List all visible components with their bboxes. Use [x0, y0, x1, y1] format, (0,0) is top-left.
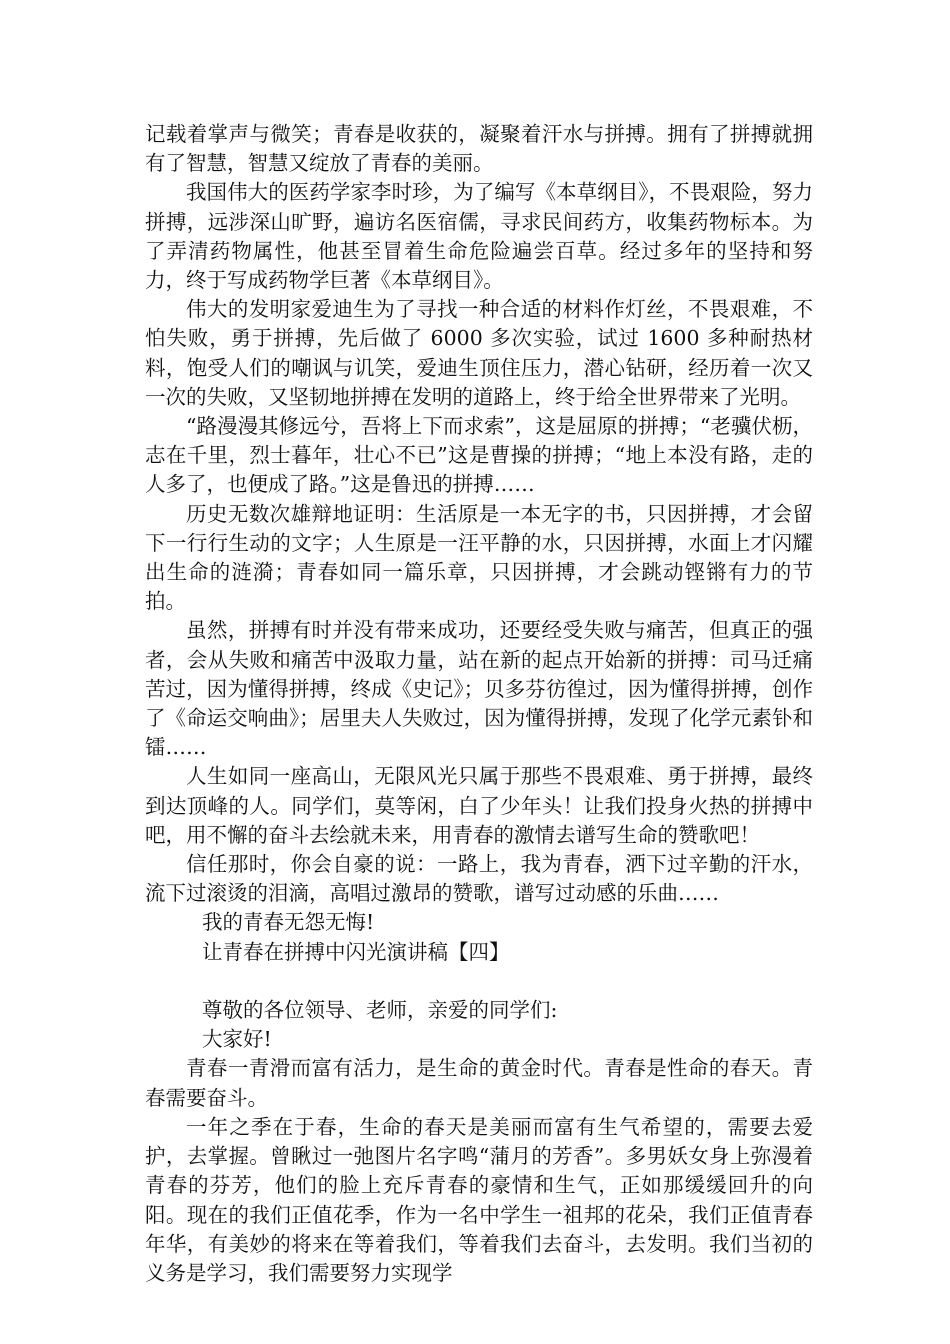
- paragraph-edison: 伟大的发明家爱迪生为了寻找一种合适的材料作灯丝，不畏艰难，不怕失败，勇于拼搏，先后做了 6000 多次实验，试过 1600 多种耐热材料，饱受人们的嘲讽与讥笑，爱迪生顶住压力，潜心钻研，经历着一次又一次的失败，又坚韧地拼搏在发明的道路上，终于给全世界带来了光明。: [145, 297, 813, 409]
- salutation: 尊敬的各位领导、老师，亲爱的同学们:: [202, 998, 558, 1023]
- paragraph-li-shizhen: 我国伟大的医药学家李时珍，为了编写《本草纲目》，不畏艰险，努力拼搏，远涉深山旷野，遍访名医宿儒，寻求民间药方，收集药物标本。为了弄清药物属性，他甚至冒着生命危险遍尝百草。经过多年的坚持和努力，终于写成药物学巨著《本草纲目》。: [145, 180, 813, 293]
- paragraph-quotes: “路漫漫其修远兮，吾将上下而求索”，这是屈原的拼搏；“老骥伏枥，志在千里，烈士暮年，壮心不已”这是曹操的拼搏；“地上本没有路，走的人多了，也便成了路。”这是鲁迅的拼搏……: [145, 414, 813, 497]
- section-heading: 让青春在拼搏中闪光演讲稿【四】: [202, 939, 510, 964]
- document-page: [145, 120, 813, 1288]
- paragraph-strong-ones: 虽然，拼搏有时并没有带来成功，还要经受失败与痛苦，但真正的强者，会从失败和痛苦中汲取力量，站在新的起点开始新的拼搏：司马迁痛苦过，因为懂得拼搏，终成《史记》；贝多芬彷徨过，因为懂得拼搏，创作了《命运交响曲》；居里夫人失败过，因为懂得拼搏，发现了化学元素钋和镭……: [145, 618, 813, 760]
- paragraph-continued: 记载着掌声与微笑；青春是收获的，凝聚着汗水与拼搏。拥有了拼搏就拥有了智慧，智慧又绽放了青春的美丽。: [145, 122, 813, 176]
- paragraph-history: 历史无数次雄辩地证明：生活原是一本无字的书，只因拼搏，才会留下一行行生动的文字；人生原是一汪平静的水，只因拼搏，水面上才闪耀出生命的涟漪；青春如同一篇乐章，只因拼搏，才会跳动铿锵有力的节拍。: [145, 501, 813, 614]
- paragraph-spring: 一年之季在于春，生命的春天是美丽而富有生气希望的，需要去爱护，去掌握。曾瞅过一弛图片名字鸣“蒲月的芳香”。多男妖女身上弥漫着青春的芬芳，他们的脸上充斥青春的豪情和生气，正如那缓缓回升的向阳。现在的我们正值花季，作为一名中学生一祖邦的花朵，我们正值青春年华，有美妙的将来在等着我们，等着我们去奋斗，去发明。我们当初的义务是学习，我们需要努力实现学: [145, 1114, 813, 1285]
- paragraph-youth: 青春一青滑而富有活力，是生命的黄金时代。青春是性命的春天。青春需要奋斗。: [145, 1056, 813, 1110]
- paragraph-mountain: 人生如同一座高山，无限风光只属于那些不畏艰难、勇于拼搏，最终到达顶峰的人。同学们，莫等闲，白了少年头！让我们投身火热的拼搏中吧，用不懈的奋斗去绘就未来，用青春的激情去谱写生命的赞歌吧！: [145, 764, 813, 847]
- blank-line: [145, 967, 813, 996]
- paragraph-pride: 信任那时，你会自豪的说：一路上，我为青春，洒下过辛勤的汗水，流下过滚烫的泪滴，高唱过激昂的赞歌，谱写过动感的乐曲……: [145, 852, 813, 906]
- greeting: 大家好!: [202, 1027, 272, 1052]
- paragraph-no-regret: 我的青春无怨无悔!: [202, 910, 375, 935]
